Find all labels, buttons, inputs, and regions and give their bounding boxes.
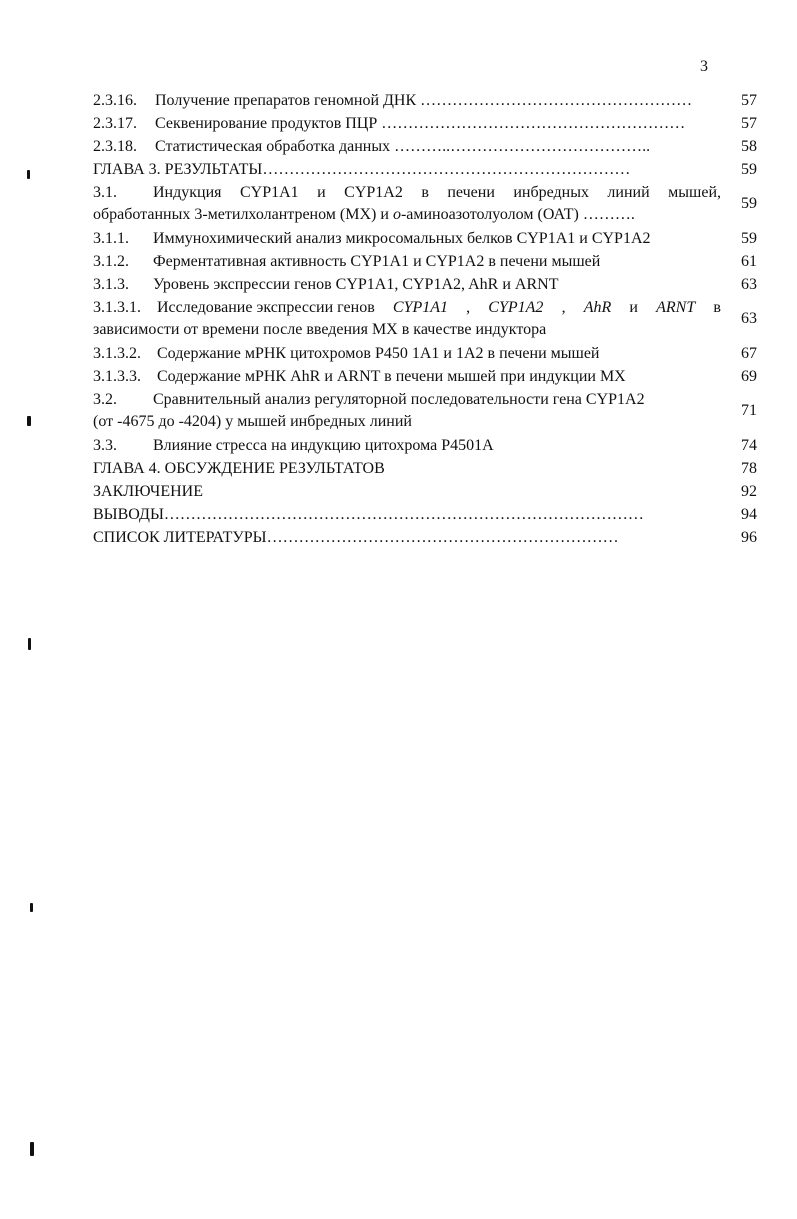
toc-page: 59: [741, 195, 757, 212]
toc-title-line2: (от -4675 до -4204) у мышей инбредных линий: [93, 413, 412, 430]
toc-entry-chapter-4[interactable]: [93, 457, 757, 480]
toc-entry-conclusion[interactable]: [93, 480, 757, 503]
toc-entry-3-1-3[interactable]: [93, 273, 757, 296]
toc-entry-3-3[interactable]: [93, 434, 757, 457]
toc-number: 3.1.3.: [93, 275, 129, 293]
toc-gene-cyp1a1: CYP1A1: [392, 299, 449, 316]
toc-entry-2-3-18[interactable]: [93, 135, 757, 158]
toc-title-line2: обработанных 3-метилхолантреном (МХ) и: [93, 206, 393, 223]
toc-page: 57: [741, 91, 757, 109]
toc-page: 58: [741, 137, 757, 155]
toc-conjunction: и: [629, 299, 638, 316]
toc-number: 3.2.: [93, 391, 117, 408]
toc-number: 2.3.16.: [93, 91, 137, 109]
toc-title: ГЛАВА 3. РЕЗУЛЬТАТЫ……………………………………………………………: [93, 160, 631, 178]
toc-entry-3-1-1[interactable]: [93, 227, 757, 250]
toc-title: Ферментативная активность CYP1A1 и CYP1A2 в печени мышей: [153, 252, 601, 270]
toc-entry-3-1-3-2[interactable]: [93, 342, 757, 365]
toc-title: Исследование экспрессии генов: [157, 299, 375, 316]
toc-number: 2.3.18.: [93, 137, 137, 155]
toc-number: 2.3.17.: [93, 114, 137, 132]
toc-number: 3.1.3.2.: [93, 344, 141, 362]
toc-page: 96: [741, 528, 757, 546]
toc-number: 3.1.2.: [93, 252, 129, 270]
toc-page: 59: [741, 229, 757, 247]
toc-title-line2-end: -аминоазотолуолом (ОАТ) ……….: [400, 206, 635, 223]
toc-page: 61: [741, 252, 757, 270]
toc-number: 3.3.: [93, 436, 117, 454]
toc-title-end: в: [713, 299, 721, 316]
scan-mark: [27, 416, 31, 426]
toc-number: 3.1.3.3.: [93, 367, 141, 385]
toc-number: 3.1.3.1.: [93, 299, 141, 316]
toc-title: Содержание мРНК AhR и ARNT в печени мышей при индукции МХ: [157, 367, 626, 385]
toc-page: 67: [741, 344, 757, 362]
toc-title: Влияние стресса на индукцию цитохрома Р4501А: [153, 436, 494, 454]
toc-entry-3-1-3-1[interactable]: [93, 296, 757, 342]
toc-page: 94: [741, 505, 757, 523]
table-of-contents: [93, 89, 757, 549]
toc-page: 78: [741, 459, 757, 477]
toc-page: 63: [741, 275, 757, 293]
toc-title: Иммунохимический анализ микросомальных белков CYP1A1 и CYP1A2: [153, 229, 651, 247]
toc-entry-2-3-17[interactable]: [93, 112, 757, 135]
toc-entry-chapter-3[interactable]: [93, 158, 757, 181]
toc-title: Уровень экспрессии генов CYP1A1, CYP1A2, AhR и ARNT: [153, 275, 559, 293]
toc-title: Сравнительный анализ регуляторной последовательности гена CYP1A2: [153, 391, 645, 408]
toc-title: Статистическая обработка данных ………..………………………………..: [155, 137, 651, 155]
toc-page: 57: [741, 114, 757, 132]
toc-page: 71: [741, 402, 757, 419]
toc-page: 74: [741, 436, 757, 454]
toc-entry-3-2[interactable]: [93, 388, 757, 434]
toc-number: 3.1.1.: [93, 229, 129, 247]
toc-page: 59: [741, 160, 757, 178]
toc-page: 92: [741, 482, 757, 500]
toc-title: Индукция CYP1A1 и CYP1A2 в печени инбредных линий мышей,: [153, 184, 721, 201]
toc-title: Секвенирование продуктов ПЦР …………………………………………………: [155, 114, 686, 132]
toc-entry-3-1-3-3[interactable]: [93, 365, 757, 388]
scan-mark: [30, 1142, 34, 1156]
toc-page: 63: [741, 310, 757, 327]
toc-entry-3-1[interactable]: [93, 181, 757, 227]
toc-entry-3-1-2[interactable]: [93, 250, 757, 273]
toc-separator: ,: [561, 299, 566, 316]
toc-title-italic: o: [392, 206, 401, 223]
toc-entry-findings[interactable]: [93, 503, 757, 526]
toc-title: Содержание мРНК цитохромов Р450 1А1 и 1А2 в печени мышей: [157, 344, 600, 362]
toc-gene-cyp1a2: CYP1A2: [488, 299, 544, 316]
toc-title: ЗАКЛЮЧЕНИЕ: [93, 482, 203, 500]
toc-title-line2: зависимости от времени после введения МХ в качестве индуктора: [93, 321, 547, 338]
toc-title: СПИСОК ЛИТЕРАТУРЫ…………………………………………………………: [93, 528, 619, 546]
toc-gene-ahr: AhR: [583, 299, 612, 316]
toc-title: Получение препаратов геномной ДНК ……………………………………………: [155, 91, 693, 109]
toc-number: 3.1.: [93, 184, 117, 201]
toc-page: 69: [741, 367, 757, 385]
scan-mark: [28, 638, 31, 650]
toc-separator: ,: [466, 299, 471, 316]
toc-entry-references[interactable]: [93, 526, 757, 549]
toc-entry-2-3-16[interactable]: [93, 89, 757, 112]
page-number: 3: [700, 58, 708, 75]
scan-mark: [30, 903, 33, 912]
toc-title: ВЫВОДЫ………………………………………………………………………………: [93, 505, 644, 523]
toc-title: ГЛАВА 4. ОБСУЖДЕНИЕ РЕЗУЛЬТАТОВ: [93, 459, 385, 477]
toc-gene-arnt: ARNT: [656, 299, 696, 316]
scan-mark: [27, 170, 30, 179]
